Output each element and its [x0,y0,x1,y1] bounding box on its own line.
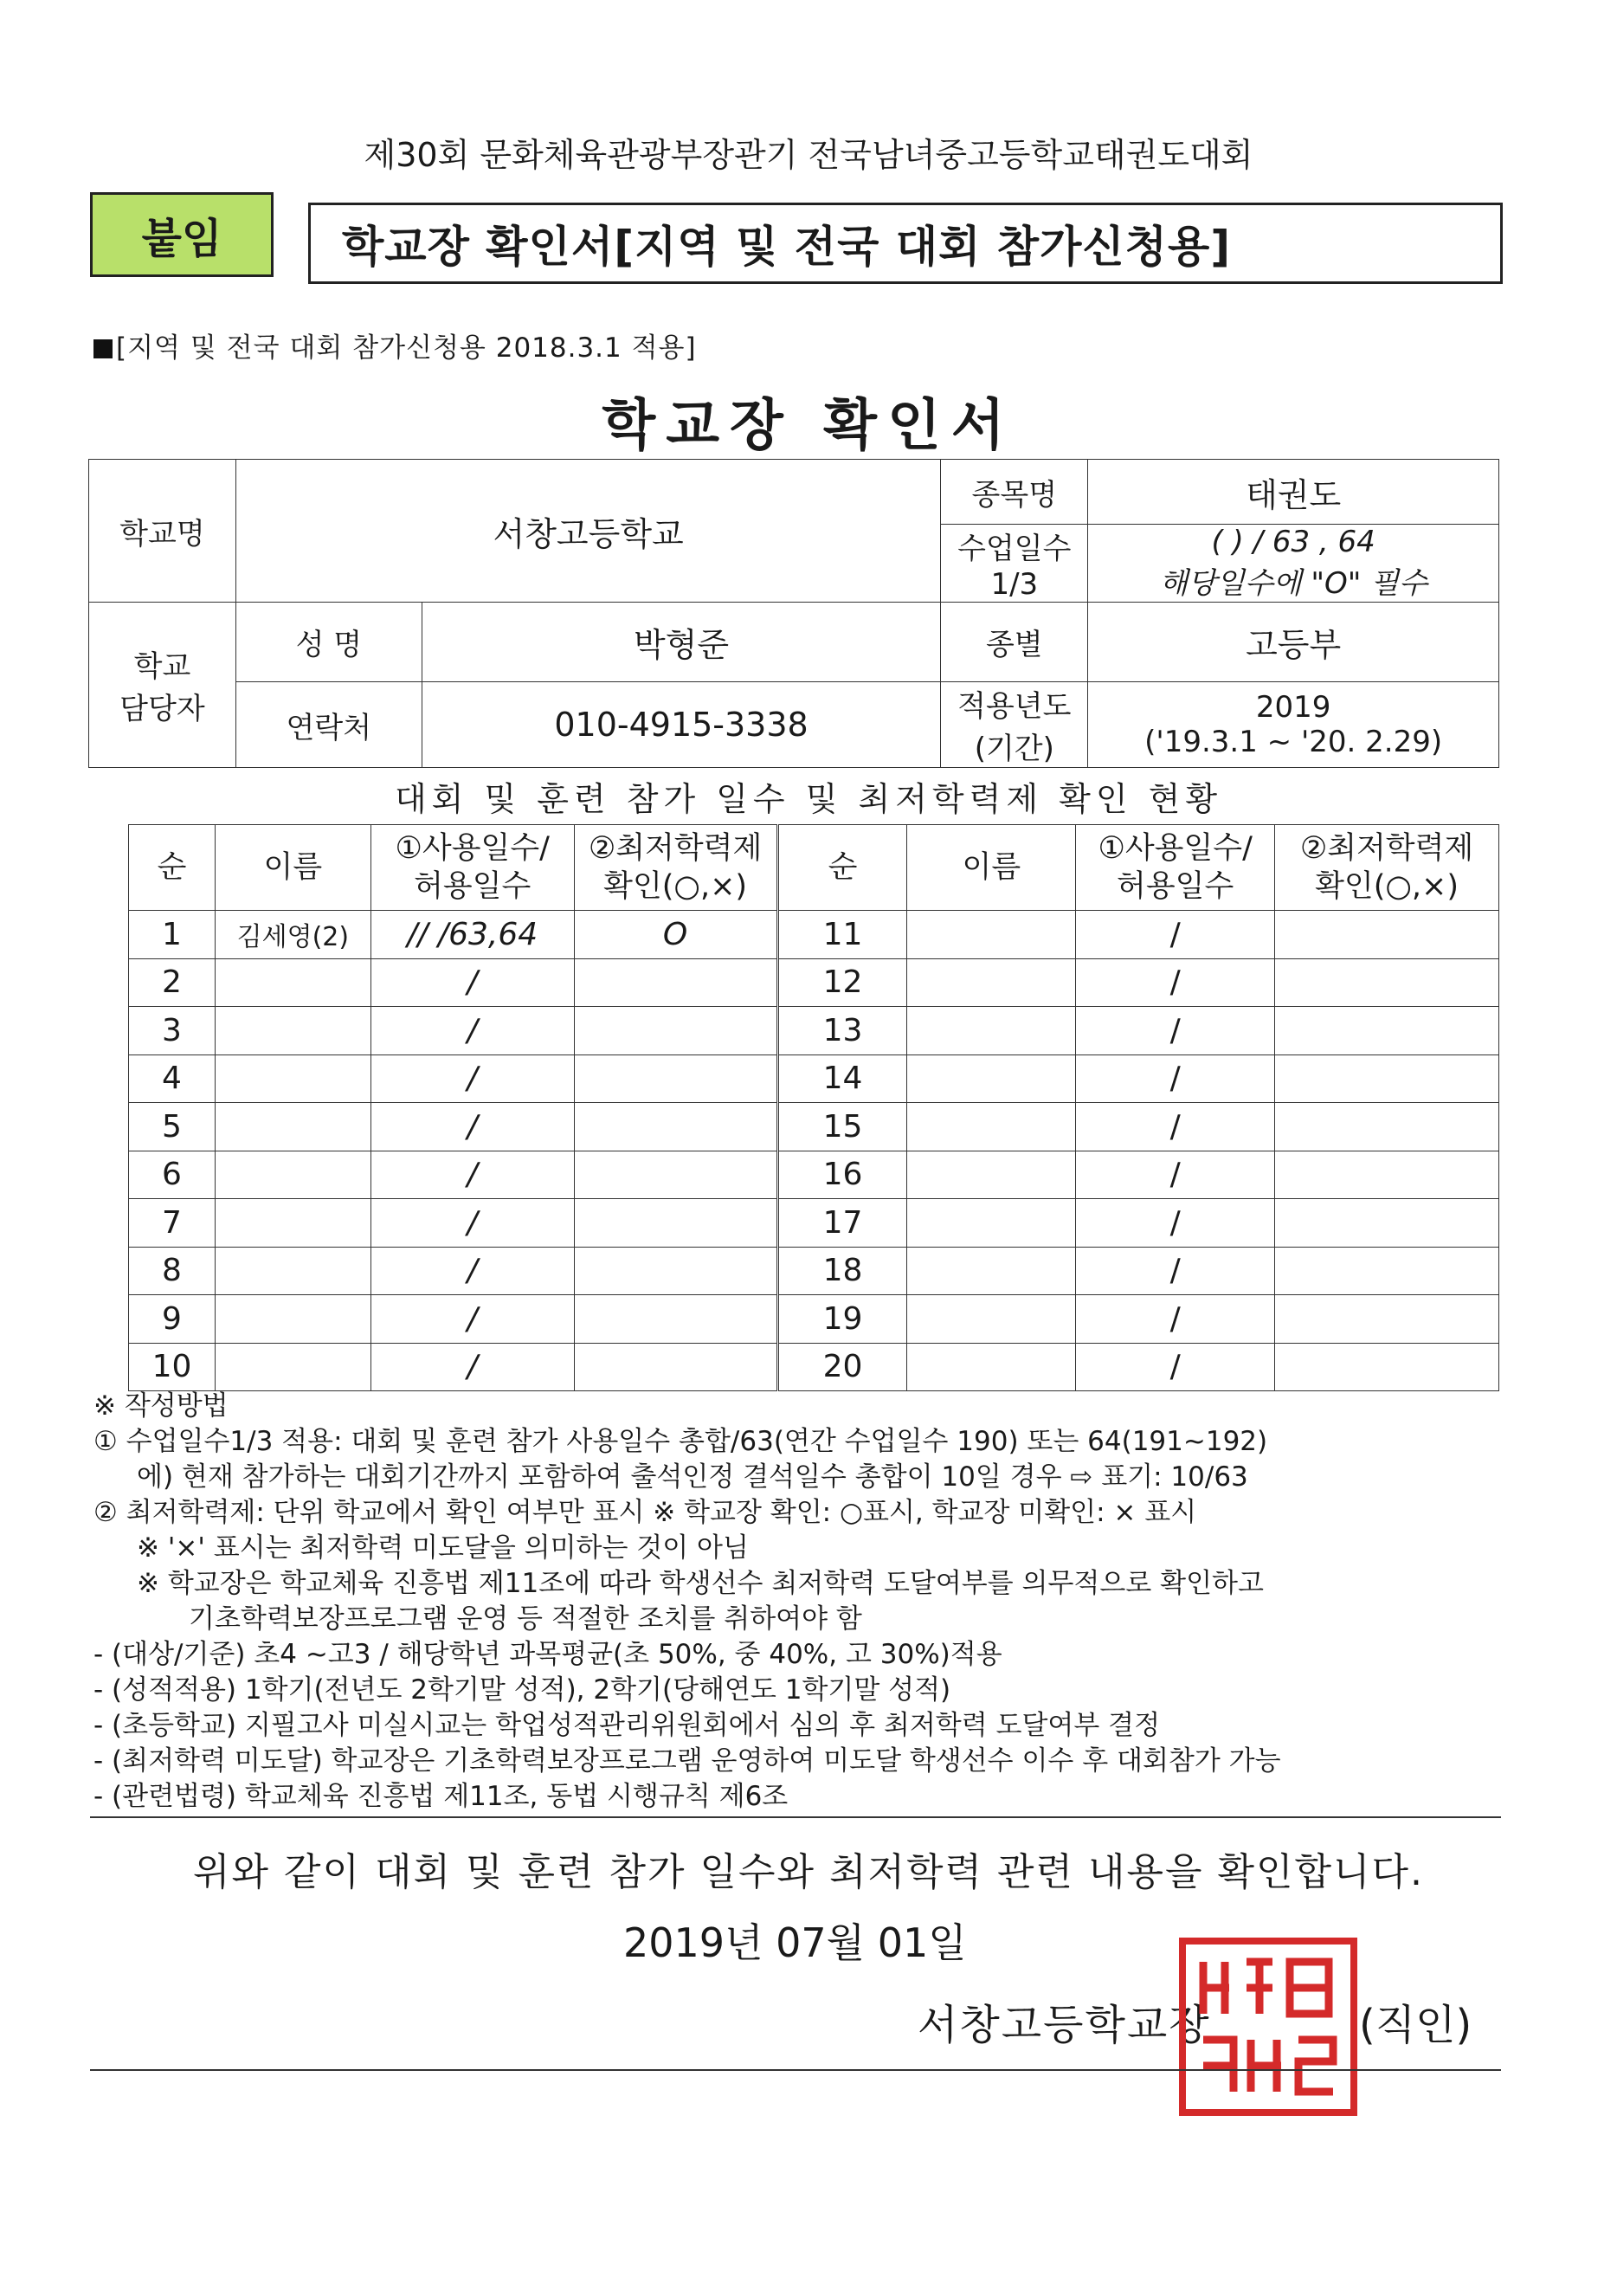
row-check-right [1275,1103,1499,1151]
note-line: ① 수업일수1/3 적용: 대회 및 훈련 참가 사용일수 총합/63(연간 수업일수 190) 또는 64(191~192) [93,1426,1268,1457]
event-title: 제30회 문화체육관광부장관기 전국남녀중고등학교태권도대회 [364,136,1253,174]
issue-date: 2019년 07월 01일 [623,1919,967,1966]
row-check-right [1275,958,1499,1007]
sport-label: 종목명 [941,460,1088,525]
header-min-right-line1: ②최저학력제 [1299,831,1474,866]
year-label-line2: (기간) [974,732,1054,766]
year-label [941,682,1088,768]
row-days-right: / [1076,958,1275,1007]
row-number-right: 14 [777,1054,907,1103]
row-name-right [907,1343,1076,1391]
row-check [574,1295,777,1344]
header-no: 순 [129,825,216,911]
table-row [129,1199,1499,1248]
header-min [574,825,777,911]
row-number-right: 18 [777,1247,907,1295]
note-line: 에) 현재 참가하는 대회기간까지 포함하여 출석인정 결석일수 총합이 10일 경우 ⇨ 표기: 10/63 [137,1461,1248,1493]
table-row [129,911,1499,959]
row-check-right [1275,1295,1499,1344]
school-value: 서창고등학교 [235,460,940,603]
row-days: / [370,1343,574,1391]
header-min-right-line2: 확인(○,×) [1315,869,1459,904]
table-row [129,1343,1499,1391]
row-number-right: 19 [777,1295,907,1344]
row-number-right: 17 [777,1199,907,1248]
official-seal [1177,1936,1359,2118]
row-name [215,1247,370,1295]
row-name-right [907,958,1076,1007]
contact-label: 연락처 [235,682,422,768]
row-number: 1 [129,911,216,959]
row-days: / [370,1054,574,1103]
row-number: 7 [129,1199,216,1248]
row-check [574,1054,777,1103]
row-days-right: / [1076,1054,1275,1103]
row-name [215,1295,370,1344]
note-line: - (초등학교) 지필고사 미실시교는 학업성적관리위원회에서 심의 후 최저학력 도달여부 결정 [93,1710,1161,1741]
row-number: 3 [129,1007,216,1055]
class-days-label-line2: 1/3 [990,567,1039,602]
row-number: 4 [129,1054,216,1103]
square-bullet-icon [93,339,113,358]
row-days-right: / [1076,911,1275,959]
table-row [129,1054,1499,1103]
header-min-line2: 확인(○,×) [603,869,748,904]
participants-table [128,824,1499,1391]
header-min-right [1275,825,1499,911]
confirm-statement: 위와 같이 대회 및 훈련 참가 일수와 최저학력 관련 내용을 확인합니다. [193,1850,1424,1894]
year-value [1088,682,1499,768]
name-label: 성 명 [235,603,422,682]
row-check-right [1275,1343,1499,1391]
seal-glyphs [1203,1962,1333,2092]
header-days-right-line2: 허용일수 [1117,869,1234,904]
row-check-right [1275,911,1499,959]
divider [90,1816,1501,1818]
row-name [215,1199,370,1248]
row-check [574,1343,777,1391]
row-name-right [907,1151,1076,1199]
table-row [129,958,1499,1007]
row-days: / [370,1007,574,1055]
document-title: 학교장 확인서[지역 및 전국 대회 참가신청용] [308,203,1503,284]
row-check-right [1275,1007,1499,1055]
row-days-right: / [1076,1295,1275,1344]
row-check-right [1275,1151,1499,1199]
header-name: 이름 [215,825,370,911]
staff-label-line1: 학교 [133,649,191,684]
row-name-right [907,1295,1076,1344]
row-number: 2 [129,958,216,1007]
row-name [215,1103,370,1151]
info-table [88,459,1499,768]
row-days-right: / [1076,1199,1275,1248]
header-days-line1: ①사용일수/ [395,831,550,866]
signer-name: 서창고등학교장 [918,2001,1211,2049]
note-line: ※ 작성방법 [93,1390,229,1422]
year-value-line2: ('19.3.1 ~ '20. 2.29) [1144,725,1443,759]
note-line: - (관련법령) 학교체육 진흥법 제11조, 동법 시행규칙 제6조 [93,1781,789,1812]
division-label: 종별 [941,603,1088,682]
note-line: ※ '×' 표시는 최저학력 미도달을 의미하는 것이 아님 [137,1532,749,1564]
class-days-label-line1: 수업일수 [957,532,1072,566]
row-days-right: / [1076,1343,1275,1391]
staff-label-line2: 담당자 [119,692,205,726]
row-check [574,1247,777,1295]
row-check [574,1199,777,1248]
note-line: - (최저학력 미도달) 학교장은 기초학력보장프로그램 운영하여 미도달 학생선수 이수 후 대회참가 가능 [93,1745,1281,1777]
row-name-right [907,911,1076,959]
division-value: 고등부 [1088,603,1499,682]
attach-badge: 붙임 [90,192,274,277]
note-line: 기초학력보장프로그램 운영 등 적절한 조치를 취하여야 함 [189,1603,862,1635]
row-days: / [370,1247,574,1295]
apply-note-text: [지역 및 전국 대회 참가신청용 2018.3.1 적용] [116,332,697,364]
header-name-right: 이름 [907,825,1076,911]
header-days-right [1076,825,1275,911]
row-number: 5 [129,1103,216,1151]
table-row [129,1247,1499,1295]
header-no-right: 순 [777,825,907,911]
row-days: // /63,64 [370,911,574,959]
year-label-line1: 적용년도 [957,689,1072,724]
row-check [574,958,777,1007]
row-days: / [370,1199,574,1248]
header-days [370,825,574,911]
table-row [129,1151,1499,1199]
row-number-right: 12 [777,958,907,1007]
school-label: 학교명 [89,460,236,603]
row-name: 김세영(2) [215,911,370,959]
bottom-divider [90,2069,1501,2071]
row-check [574,1151,777,1199]
row-number-right: 13 [777,1007,907,1055]
row-name-right [907,1199,1076,1248]
contact-value: 010-4915-3338 [422,682,941,768]
participants-body [129,911,1499,1391]
table-header-row [129,825,1499,911]
header-days-right-line1: ①사용일수/ [1098,831,1253,866]
row-number-right: 20 [777,1343,907,1391]
note-line: - (대상/기준) 초4 ~고3 / 해당학년 과목평균(초 50%, 중 40%, 고 30%)적용 [93,1639,1002,1670]
instructions [93,1389,1530,1815]
note-line: - (성적적용) 1학기(전년도 2학기말 성적), 2학기(당해연도 1학기말 성적) [93,1674,951,1706]
row-check-right [1275,1247,1499,1295]
row-number: 9 [129,1295,216,1344]
row-days: / [370,1151,574,1199]
row-days: / [370,1103,574,1151]
row-name [215,1007,370,1055]
row-check [574,1103,777,1151]
table-row [129,1103,1499,1151]
row-name [215,958,370,1007]
class-days-label [941,525,1088,603]
row-check-right [1275,1054,1499,1103]
note-line: ※ 학교장은 학교체육 진흥법 제11조에 따라 학생선수 최저학력 도달여부를 의무적으로 확인하고 [137,1568,1264,1599]
header-min-line1: ②최저학력제 [588,831,763,866]
name-value: 박형준 [422,603,941,682]
row-days: / [370,1295,574,1344]
class-days-value [1088,525,1499,603]
note-line: ② 최저학력제: 단위 학교에서 확인 여부만 표시 ※ 학교장 확인: ○표시, 학교장 미확인: × 표시 [93,1497,1197,1528]
row-number: 10 [129,1343,216,1391]
row-days: / [370,958,574,1007]
row-name [215,1343,370,1391]
row-check: O [574,911,777,959]
class-days-fraction: ( ) / 63 , 64 [1211,525,1375,559]
row-name [215,1151,370,1199]
row-name-right [907,1054,1076,1103]
row-days-right: / [1076,1007,1275,1055]
seal-label: (직인) [1359,2001,1472,2049]
row-name [215,1054,370,1103]
class-days-hint: 해당일수에 "O" 필수 [1159,566,1427,601]
row-number: 6 [129,1151,216,1199]
main-title: 학교장 확인서 [602,394,1015,458]
sport-value: 태권도 [1088,460,1499,525]
section-title: 대회 및 훈련 참가 일수 및 최저학력제 확인 현황 [394,780,1223,818]
row-number: 8 [129,1247,216,1295]
year-value-line1: 2019 [1255,690,1331,725]
row-number-right: 11 [777,911,907,959]
row-number-right: 15 [777,1103,907,1151]
row-check [574,1007,777,1055]
row-name-right [907,1247,1076,1295]
row-number-right: 16 [777,1151,907,1199]
row-name-right [907,1007,1076,1055]
row-days-right: / [1076,1151,1275,1199]
row-days-right: / [1076,1247,1275,1295]
row-days-right: / [1076,1103,1275,1151]
table-row [129,1007,1499,1055]
row-check-right [1275,1199,1499,1248]
row-name-right [907,1103,1076,1151]
staff-label [89,603,236,768]
header-days-line2: 허용일수 [414,869,531,904]
apply-note [93,326,697,364]
table-row [129,1295,1499,1344]
